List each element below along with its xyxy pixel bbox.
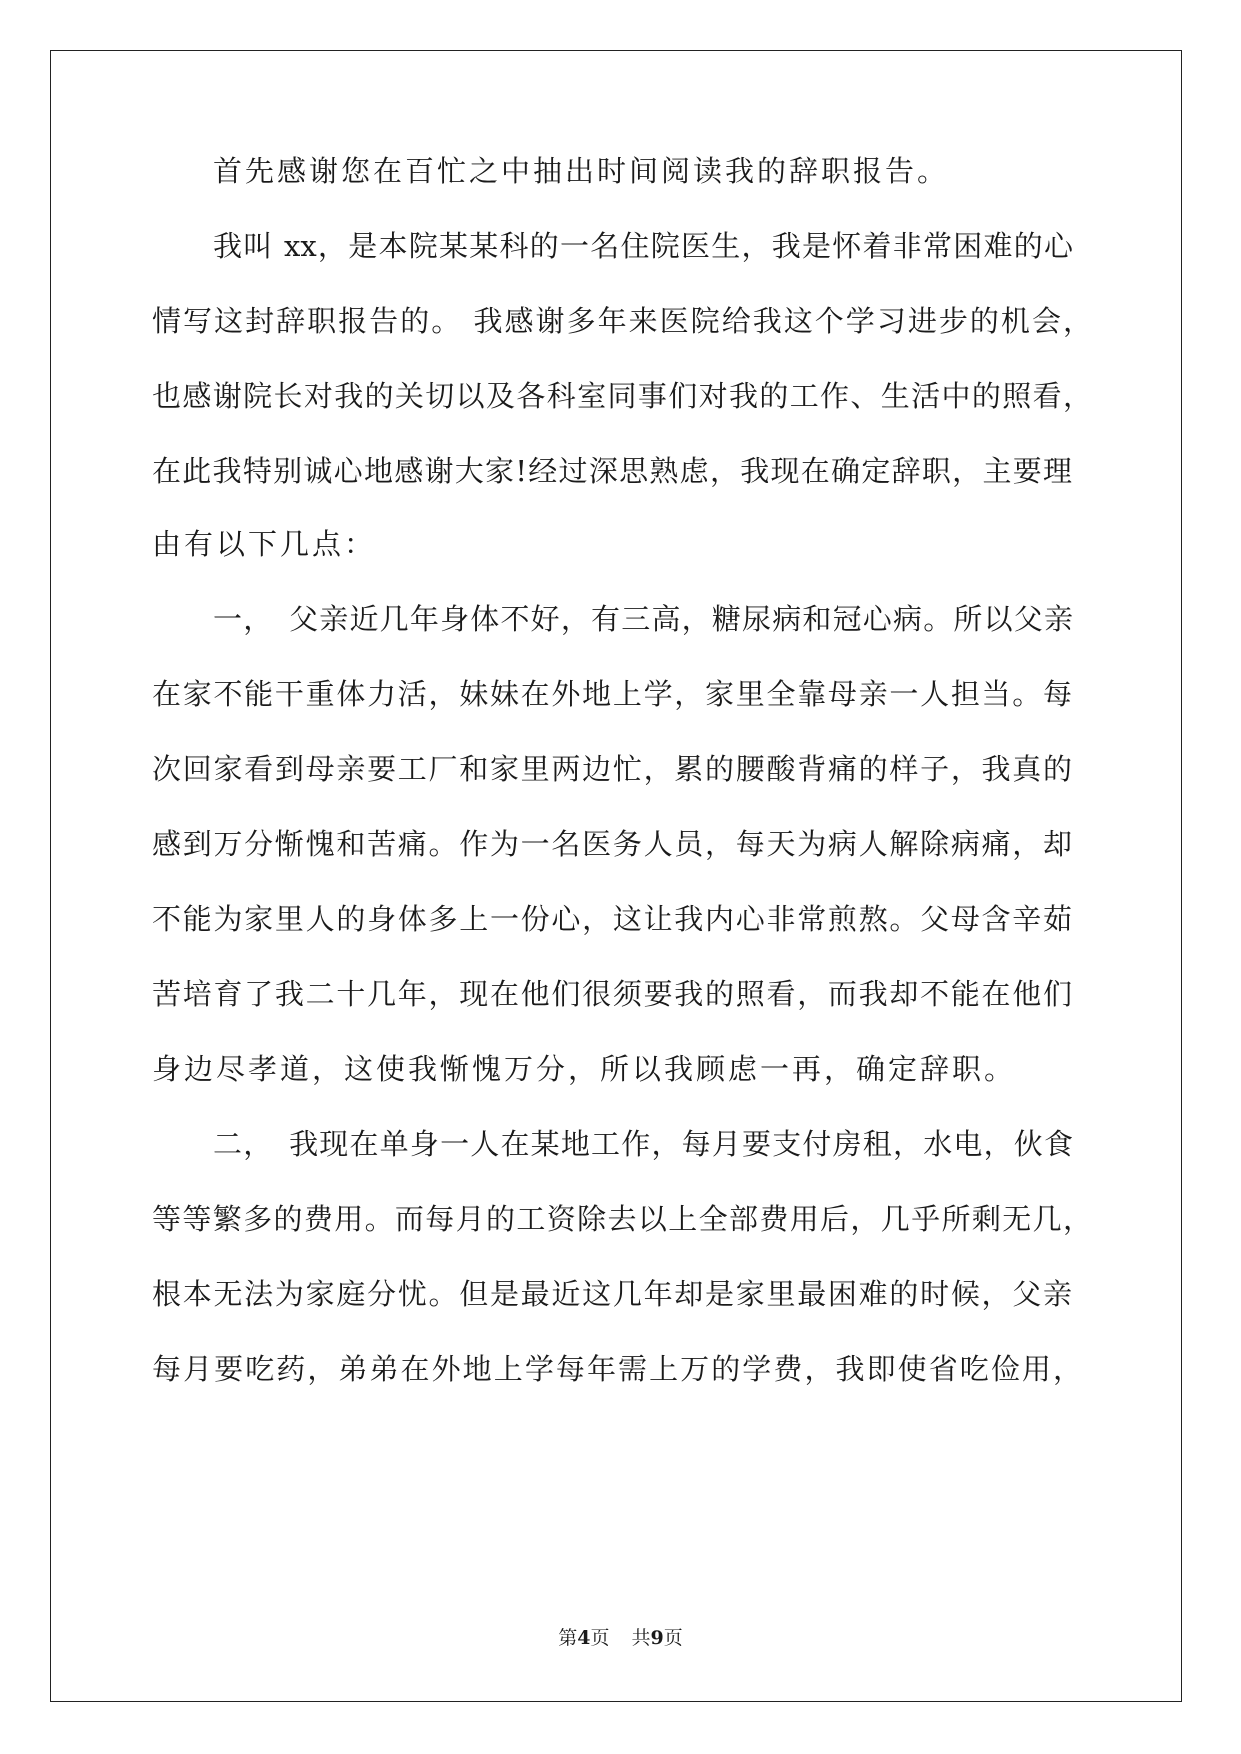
footer-prefix: 第 <box>558 1627 578 1649</box>
text-line-7: 一， 父亲近几年身体不好，有三高，糖尿病和冠心病。所以父亲 <box>213 602 1073 636</box>
footer-page-unit: 页 <box>590 1627 610 1649</box>
text-line-4: 也感谢院长对我的关切以及各科室同事们对我的工作、生活中的照看， <box>152 379 1092 413</box>
text-line-15: 等等繁多的费用。而每月的工资除去以上全部费用后，几乎所剩无几， <box>152 1202 1092 1236</box>
text-line-11: 不能为家里人的身体多上一份心，这让我内心非常煎熬。父母含辛茹 <box>152 902 1072 936</box>
text-line-2: 我叫 xx，是本院某某科的一名住院医生，我是怀着非常困难的心 <box>213 229 1073 263</box>
text-line-12: 苦培育了我二十几年，现在他们很须要我的照看，而我却不能在他们 <box>152 977 1072 1011</box>
text-line-6: 由有以下几点： <box>152 527 377 561</box>
text-line-17: 每月要吃药，弟弟在外地上学每年需上万的学费，我即使省吃俭用， <box>152 1352 1082 1386</box>
current-page-number: 4 <box>577 1627 591 1649</box>
footer-total-prefix: 共 <box>631 1627 651 1649</box>
text-line-16: 根本无法为家庭分忧。但是最近这几年却是家里最困难的时候，父亲 <box>152 1277 1072 1311</box>
text-line-9: 次回家看到母亲要工厂和家里两边忙，累的腰酸背痛的样子，我真的 <box>152 752 1072 786</box>
text-line-3: 情写这封辞职报告的。 我感谢多年来医院给我这个学习进步的机会， <box>152 304 1092 338</box>
footer-total-unit: 页 <box>663 1627 683 1649</box>
text-line-8: 在家不能干重体力活，妹妹在外地上学，家里全靠母亲一人担当。每 <box>152 677 1072 711</box>
page-border <box>50 50 1182 1702</box>
text-line-1: 首先感谢您在百忙之中抽出时间阅读我的辞职报告。 <box>213 154 950 188</box>
text-line-5: 在此我特别诚心地感谢大家!经过深思熟虑，我现在确定辞职，主要理 <box>152 454 1072 488</box>
text-line-10: 感到万分惭愧和苦痛。作为一名医务人员，每天为病人解除病痛，却 <box>152 827 1072 861</box>
text-line-14: 二， 我现在单身一人在某地工作，每月要支付房租，水电，伙食 <box>213 1127 1073 1161</box>
page-footer <box>0 1625 1241 1651</box>
text-line-13: 身边尽孝道，这使我惭愧万分，所以我顾虑一再，确定辞职。 <box>152 1052 1017 1086</box>
total-page-number: 9 <box>650 1627 664 1649</box>
